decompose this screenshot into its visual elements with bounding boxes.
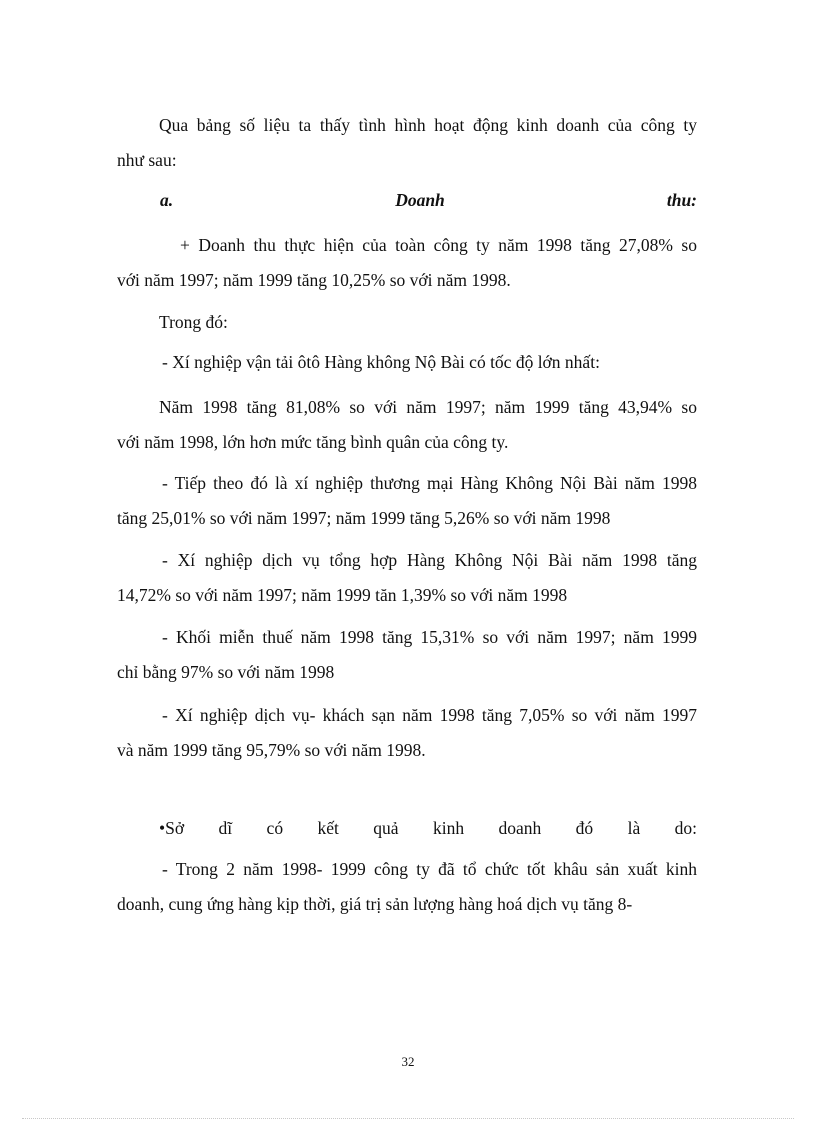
organization-line-1: - Trong 2 năm 1998- 1999 công ty đã tổ chức tốt khâu sản xuất kinh — [162, 859, 697, 879]
section-heading-revenue — [160, 183, 697, 218]
revenue-total-line-2: với năm 1997; năm 1999 tăng 10,25% so với năm 1998. — [117, 270, 511, 290]
revenue-total-line-1: + Doanh thu thực hiện của toàn công ty năm 1998 tăng 27,08% so — [180, 235, 697, 255]
trade-line-1: - Tiếp theo đó là xí nghiệp thương mại Hàng Không Nội Bài năm 1998 — [162, 473, 697, 493]
heading-word-2: thu: — [666, 190, 698, 210]
duty-free-paragraph — [117, 620, 697, 690]
page-number: 32 — [401, 1054, 415, 1069]
hotel-line-1: - Xí nghiệp dịch vụ- khách sạn năm 1998 tăng 7,05% so với năm 1997 — [162, 705, 697, 725]
transport-line-1: - Xí nghiệp vận tải ôtô Hàng không Nộ Bài có tốc độ lớn nhất: — [162, 352, 600, 372]
hotel-paragraph — [117, 698, 697, 768]
general-service-line-1: - Xí nghiệp dịch vụ tổng hợp Hàng Không Nội Bài năm 1998 tăng — [162, 550, 697, 570]
heading-label: a. — [160, 190, 174, 210]
heading-word-1: Doanh — [395, 190, 445, 210]
revenue-total-paragraph — [117, 228, 697, 298]
trong-do-paragraph — [117, 305, 697, 340]
trong-do-line: Trong đó: — [159, 312, 228, 332]
transport-paragraph — [117, 345, 697, 380]
trade-line-2: tăng 25,01% so với năm 1997; năm 1999 tăng 5,26% so với năm 1998 — [117, 508, 611, 528]
organization-paragraph — [117, 852, 697, 922]
reason-paragraph — [117, 811, 697, 846]
intro-paragraph — [117, 108, 697, 178]
reason-line-1: •Sở dĩ có kết quả kinh doanh đó là do: — [159, 818, 697, 838]
hotel-line-2: và năm 1999 tăng 95,79% so với năm 1998. — [117, 740, 426, 760]
general-service-paragraph — [117, 543, 697, 613]
duty-free-line-2: chỉ bằng 97% so với năm 1998 — [117, 662, 335, 682]
page-bottom-divider — [22, 1118, 794, 1119]
intro-line-2: như sau: — [117, 150, 177, 170]
intro-line-1: Qua bảng số liệu ta thấy tình hình hoạt động kinh doanh của công ty — [159, 115, 697, 135]
organization-line-2: doanh, cung ứng hàng kịp thời, giá trị sản lượng hàng hoá dịch vụ tăng 8- — [117, 894, 633, 914]
transport-paragraph-cont — [117, 390, 697, 460]
general-service-line-2: 14,72% so với năm 1997; năm 1999 tăn 1,39% so với năm 1998 — [117, 585, 568, 605]
transport-line-3: với năm 1998, lớn hơn mức tăng bình quân của công ty. — [117, 432, 509, 452]
duty-free-line-1: - Khối miễn thuế năm 1998 tăng 15,31% so với năm 1997; năm 1999 — [162, 627, 697, 647]
transport-line-2: Năm 1998 tăng 81,08% so với năm 1997; năm 1999 tăng 43,94% so — [159, 397, 697, 417]
trade-paragraph — [117, 466, 697, 536]
